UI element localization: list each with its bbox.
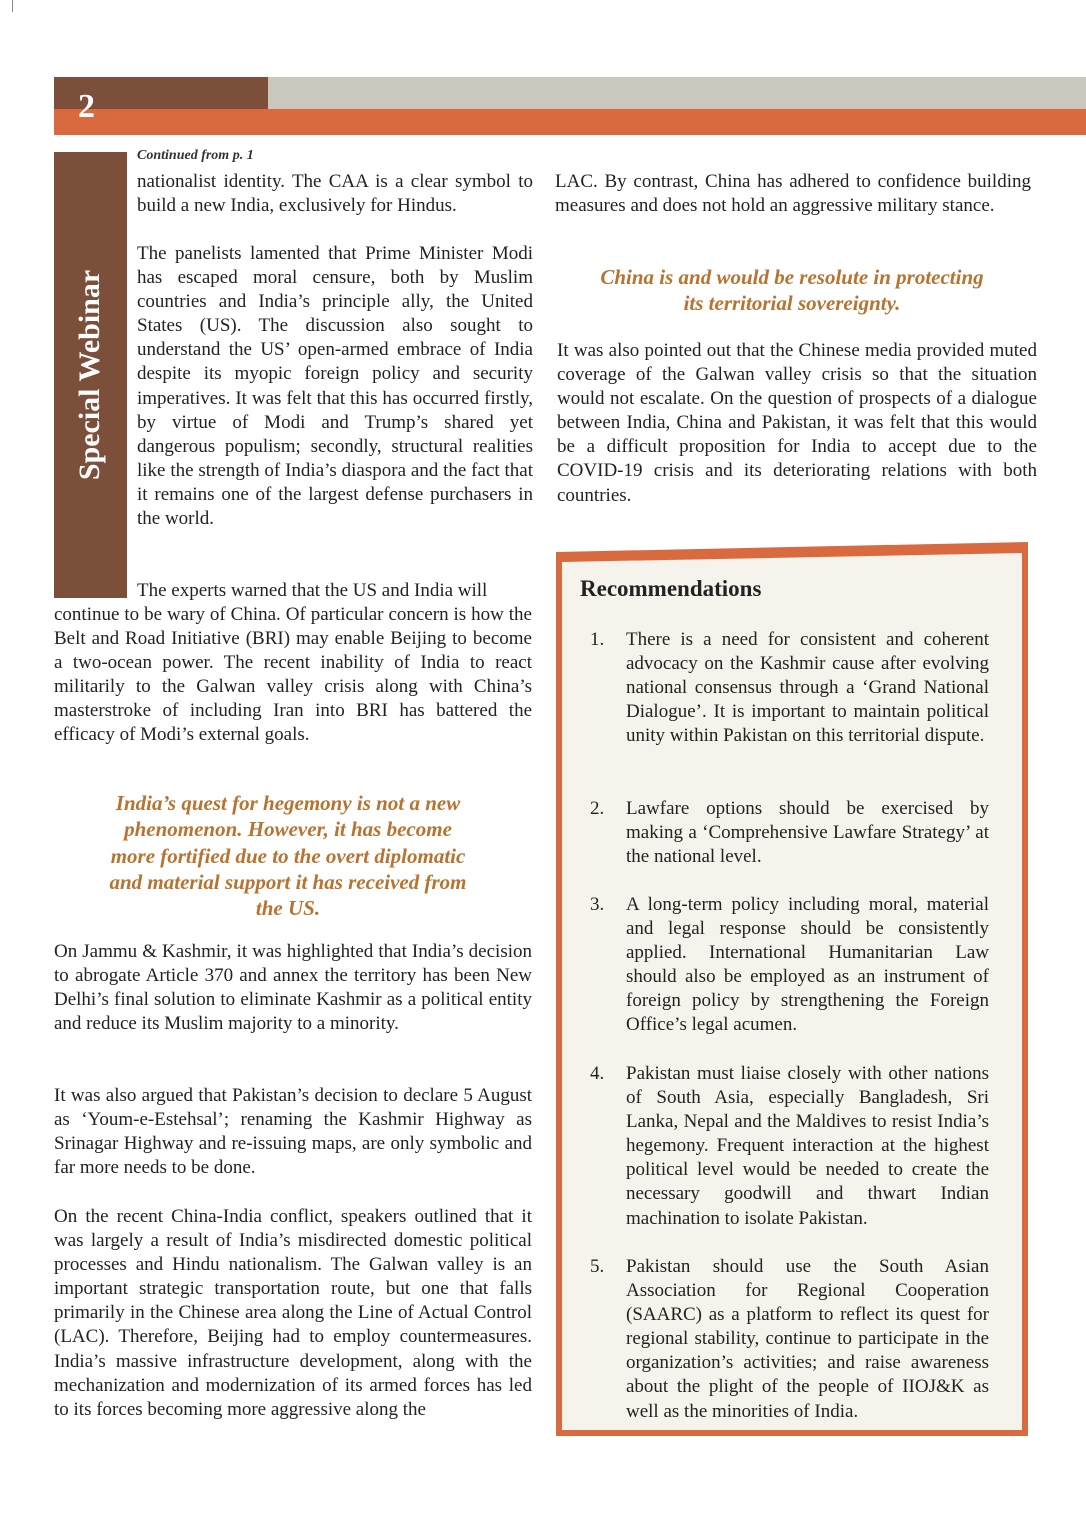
right-paragraph-1: LAC. By contrast, China has adhered to confidence building measures and does not hold an aggressive military stance. xyxy=(555,171,1031,217)
recommendation-number: 1. xyxy=(590,629,605,650)
recommendation-number: 5. xyxy=(590,1256,605,1277)
left-paragraph-4: On Jammu & Kashmir, it was highlighted that India’s decision to abrogate Article 370 and annex the territory has been New Delhi’s final solution to eliminate Kashmir as a political entity and reduce its Muslim majority to a minority. xyxy=(54,941,532,1035)
recommendation-text: Pakistan should use the South Asian Association for Regional Cooperation (SAARC) as a platform to reflect its quest for regional stability, continue to participate in the organization’s activities; and raise awareness about the plight of the people of IIOJ&K as well as the minorities of India. xyxy=(626,1256,989,1422)
recommendation-number: 2. xyxy=(590,798,605,819)
recommendation-number: 4. xyxy=(590,1063,605,1084)
left-paragraph-3-start: The experts warned that the US and India will xyxy=(137,580,488,601)
right-paragraph-2: It was also pointed out that the Chinese media provided muted coverage of the Galwan valley crisis so that the situation would not escalate. On the question of prospects of a dialogue between India, China and Pakistan, it was felt that this would be a difficult proposition for India to accept due to the COVID-19 crisis and its deteriorating relations with both countries. xyxy=(557,340,1037,506)
pull-quote-sovereignty: China is and would be resolute in protecting its territorial sovereignty. xyxy=(600,265,984,316)
left-paragraph-6: On the recent China-India conflict, speakers outlined that it was largely a result of India’s misdirected domestic political processes and Hindu nationalism. The Galwan valley is an important strategic transportation route, but one that falls primarily in the Chinese area along the Line of Actual Control (LAC). Therefore, Beijing had to employ countermeasures. India’s massive infrastructure development, along with the mechanization and modernization of its armed forces has led to its forces becoming more aggressive along the xyxy=(54,1206,532,1420)
crop-mark xyxy=(12,0,13,12)
recommendations-title: Recommendations xyxy=(580,576,762,601)
left-paragraph-5: It was also argued that Pakistan’s decision to declare 5 August as ‘Youm-e-Estehsal’; renaming the Kashmir Highway as Srinagar Highway and re-issuing maps, are only symbolic and far more needs to be done. xyxy=(54,1085,532,1179)
left-paragraph-3: continue to be wary of China. Of particular concern is how the Belt and Road Initiative (BRI) may enable Beijing to become a two-ocean power. The recent inability of India to react militarily to the Galwan valley crisis along with China’s masterstroke of including Iran into BRI has battered the efficacy of Modi’s external goals. xyxy=(54,604,532,746)
page-number: 2 xyxy=(78,88,95,125)
section-sidebar xyxy=(54,152,127,598)
recommendation-text: Lawfare options should be exercised by making a ‘Comprehensive Lawfare Strategy’ at the national level. xyxy=(626,798,989,868)
pull-quote-hegemony: India’s quest for hegemony is not a new phenomenon. However, it has become more fortified due to the overt diplomatic and material support it has received from the US. xyxy=(109,791,467,921)
left-paragraph-1: nationalist identity. The CAA is a clear symbol to build a new India, exclusively for Hindus. xyxy=(137,171,533,217)
header-band-orange xyxy=(54,109,1086,135)
recommendation-text: Pakistan must liaise closely with other nations of South Asia, especially Bangladesh, Sri Lanka, Nepal and the Maldives to resist India’s hegemony. Frequent interaction at the highest political level would be needed to create the necessary goodwill and thwart Indian machination to isolate Pakistan. xyxy=(626,1063,989,1229)
left-paragraph-2: The panelists lamented that Prime Minister Modi has escaped moral censure, both by Muslim countries and India’s principle ally, the United States (US). The discussion also sought to understand the US’ open-armed embrace of India despite its myopic foreign policy and security imperatives. It was felt that this has occurred firstly, by virtue of Modi and Trump’s shared yet dangerous populism; secondly, structural realities like the strength of India’s diaspora and the fact that it remains one of the largest defense purchasers in the world. xyxy=(137,243,533,530)
recommendation-number: 3. xyxy=(590,894,605,915)
section-label: Special Webinar xyxy=(73,269,106,481)
recommendation-text: A long-term policy including moral, material and legal response should be consistently applied. International Humanitarian Law should also be employed as an instrument of foreign policy by strengthening the Foreign Office’s legal acumen. xyxy=(626,894,989,1036)
header-band-grey xyxy=(268,77,1086,109)
recommendation-text: There is a need for consistent and coherent advocacy on the Kashmir cause after evolving national consensus through a ‘Grand National Dialogue’. It is important to maintain political unity within Pakistan on this territorial dispute. xyxy=(626,629,989,747)
continued-note: Continued from p. 1 xyxy=(137,148,254,163)
